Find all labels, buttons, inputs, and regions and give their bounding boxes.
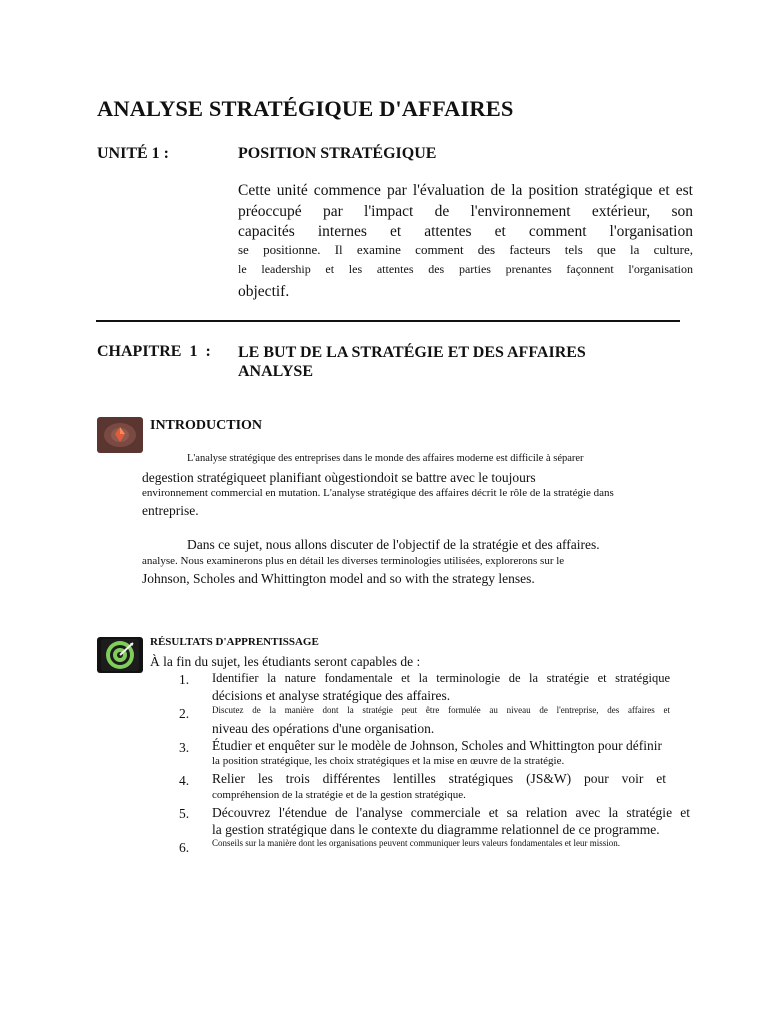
list-item: la position stratégique, les choix stratégiques et la mise en œuvre de la stratégie. [212, 755, 565, 767]
intro-paragraph-line: Johnson, Scholes and Whittington model and so with the strategy lenses. [142, 571, 535, 586]
list-item: décisions et analyse stratégique des affaires. [212, 688, 451, 703]
intro-paragraph-line: analyse. Nous examinerons plus en détail les diverses terminologies utilisées, explorerons sur le [142, 555, 565, 567]
list-item-number: 4. [179, 773, 190, 788]
list-item-number: 3. [179, 740, 190, 755]
list-item: compréhension de la stratégie et de la gestion stratégique. [212, 789, 466, 801]
list-item-number: 5. [179, 806, 190, 821]
chapter-label: CHAPITRE 1 : [97, 343, 211, 360]
list-item: Discutez de la manière dont la stratégie peut être formulée au niveau de l'entreprise, des affaires et [212, 705, 670, 715]
list-item: niveau des opérations d'une organisation. [212, 721, 435, 736]
chapter-title-line: ANALYSE [238, 363, 313, 380]
learning-outcomes-heading: RÉSULTATS D'APPRENTISSAGE [150, 636, 319, 648]
target-icon [97, 637, 143, 673]
chapter-title-line: LE BUT DE LA STRATÉGIE ET DES AFFAIRES [238, 344, 586, 361]
intro-paragraph-line: environnement commercial en mutation. L'analyse stratégique des affaires décrit le rôle de la stratégie dans [142, 487, 614, 499]
list-item: Conseils sur la manière dont les organisations peuvent communiquer leurs valeurs fondamentales et leur mission. [212, 838, 620, 848]
intro-paragraph-line: L'analyse stratégique des entreprises dans le monde des affaires moderne est difficile à séparer [187, 453, 584, 464]
list-item: Identifier la nature fondamentale et la terminologie de la stratégie et stratégique [212, 671, 670, 685]
list-item-number: 1. [179, 672, 190, 687]
intro-paragraph-line: degestion stratégiqueet planifiant oùgestiondoit se battre avec le toujours [142, 470, 536, 485]
intro-paragraph-line: Dans ce sujet, nous allons discuter de l'objectif de la stratégie et des affaires. [187, 537, 600, 552]
unit-description-line: préoccupé par l'impact de l'environnement extérieur, son [238, 203, 693, 220]
list-item: Étudier et enquêter sur le modèle de Johnson, Scholes and Whittington pour définir [212, 738, 663, 753]
unit-label: UNITÉ 1 : [97, 145, 170, 162]
list-item-number: 2. [179, 706, 190, 721]
chapter-title [238, 343, 586, 381]
unit-description-line: capacités internes et attentes et comment l'organisation [238, 223, 693, 240]
diamond-badge-icon [97, 417, 143, 453]
unit-description-line: le leadership et les attentes des parties prenantes façonnent l'organisation [238, 262, 693, 276]
list-item: la gestion stratégique dans le contexte du diagramme relationnel de ce programme. [212, 822, 660, 837]
list-item-number: 6. [179, 840, 190, 855]
introduction-heading: INTRODUCTION [150, 418, 263, 433]
unit-description-line: objectif. [238, 283, 290, 300]
unit-description-line: Cette unité commence par l'évaluation de la position stratégique et est [238, 182, 693, 199]
unit-title: POSITION STRATÉGIQUE [238, 145, 437, 162]
unit-description-line: se positionne. Il examine comment des facteurs tels que la culture, [238, 242, 693, 257]
learning-intro: À la fin du sujet, les étudiants seront capables de : [150, 654, 421, 669]
section-divider [96, 320, 680, 322]
list-item: Découvrez l'étendue de l'analyse commerciale et sa relation avec la stratégie et [212, 805, 690, 820]
document-title: ANALYSE STRATÉGIQUE D'AFFAIRES [97, 96, 514, 121]
intro-paragraph-line: entreprise. [142, 503, 199, 518]
list-item: Relier les trois différentes lentilles stratégiques (JS&W) pour voir et [212, 771, 666, 786]
